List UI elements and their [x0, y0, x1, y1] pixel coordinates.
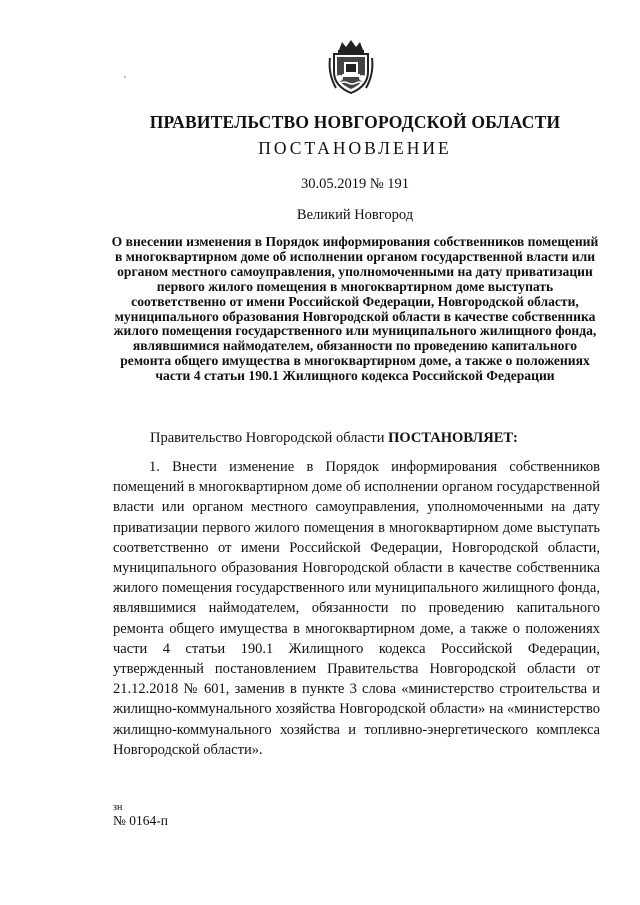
preamble	[150, 430, 518, 447]
document-city: Великий Новгород	[296, 207, 414, 223]
organization-title: ПРАВИТЕЛЬСТВО НОВГОРОДСКОЙ ОБЛАСТИ	[149, 112, 561, 132]
scan-artifact	[124, 76, 126, 78]
footer-code: зн	[113, 802, 123, 813]
paragraph-1: 1. Внести изменение в Порядок информирования собственников помещений в многоквартирном доме об исполнении органом государственной власти или органом местного самоуправления, уполномоченными на дату приватизации первого жилого помещения в многоквартирном доме выступать соответственно от имени Российской Федерации, Новгородской области, муниципального образования Новгородской области в качестве собственника жилого помещения государственного или муниципального жилищного фонда, являвшимися наймодателем, обязанности по проведению капитального ремонта общего имущества в многоквартирном доме, а также о положениях части 4 статьи 190.1 Жилищного кодекса Российской Федерации, утвержденный постановлением Правительства Новгородской области от 21.12.2018 № 601, заменив в пункте 3 слова «министерство строительства и жилищно-коммунального хозяйства Новгородской области» на «министерство жилищно-коммунального хозяйства и топливно-энергетического комплекса Новгородской области».	[113, 459, 600, 758]
footer-registration-number: № 0164-п	[113, 813, 168, 828]
document-subject: О внесении изменения в Порядок информирования собственников помещений в многоквартирном доме об исполнении органом государственной власти или органом местного самоуправления, уполномоченными на дату приватизации первого жилого помещения в многоквартирном доме выступать соответственно от имени Российской Федерации, Новгородской области, муниципального образования Новгородской области в качестве собственника жилого помещения государственного или муниципального жилищного фонда, являвшимися наймодателем, обязанности по проведению капитального ремонта общего имущества в многоквартирном доме, а также о положениях части 4 статьи 190.1 Жилищного кодекса Российской Федерации	[111, 234, 599, 384]
coat-of-arms-icon	[326, 38, 376, 96]
document-type: ПОСТАНОВЛЕНИЕ	[258, 138, 452, 158]
preamble-text: Правительство Новгородской области	[150, 430, 389, 446]
preamble-resolves: ПОСТАНОВЛЯЕТ:	[388, 430, 518, 446]
document-date-number: 30.05.2019 № 191	[300, 176, 410, 192]
